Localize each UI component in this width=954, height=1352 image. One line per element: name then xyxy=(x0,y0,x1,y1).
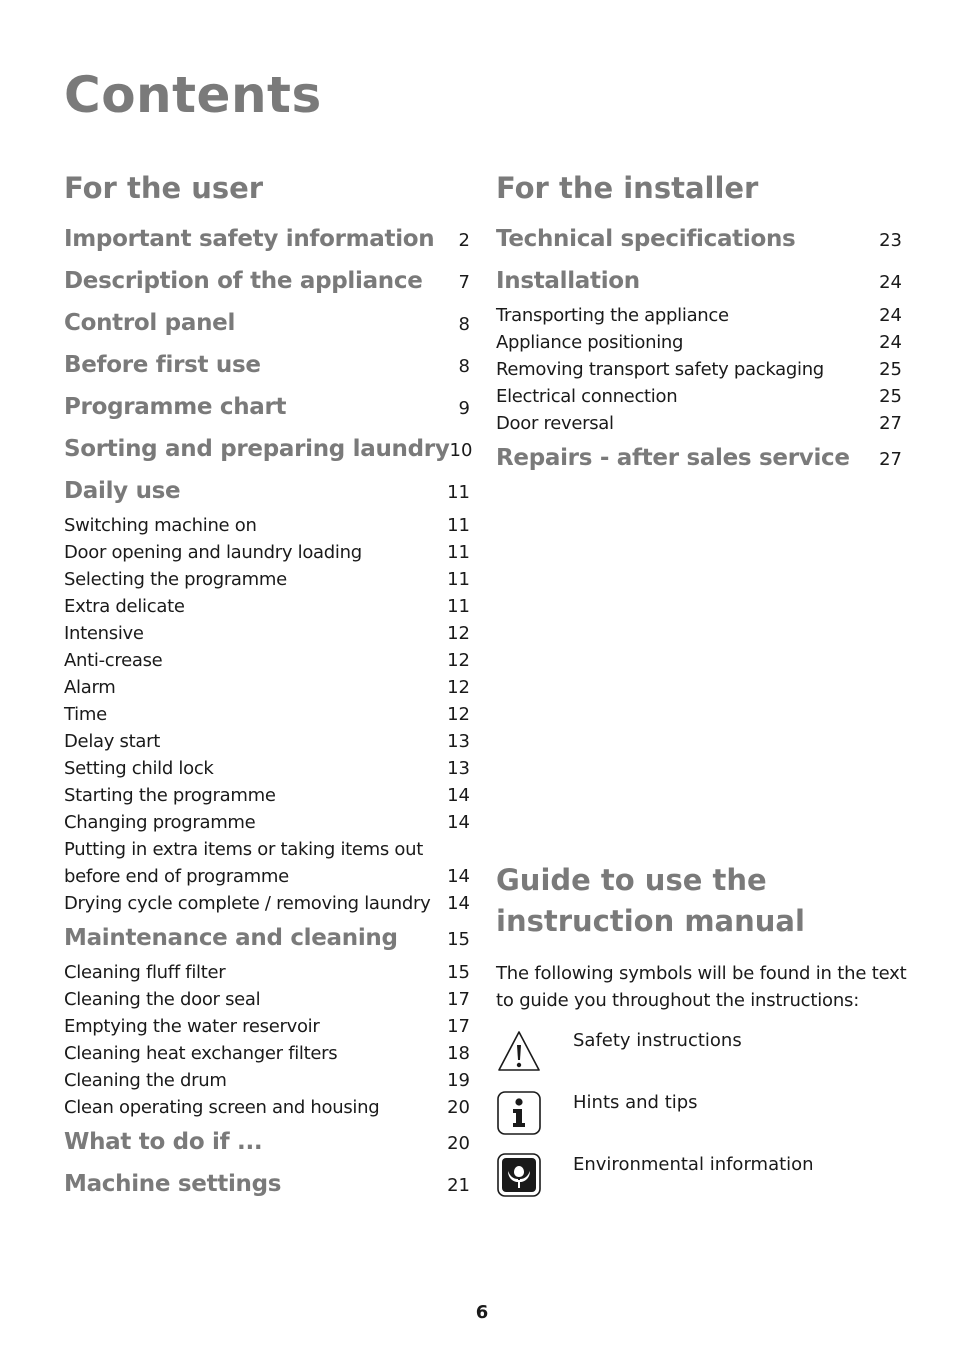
toc-page-number: 14 xyxy=(447,785,470,806)
toc-entry xyxy=(64,1163,470,1205)
guide-section xyxy=(496,860,926,1214)
toc-page-number: 8 xyxy=(458,314,470,335)
toc-subentry-label: Cleaning the drum xyxy=(64,1070,227,1091)
toc-subentry-row[interactable] xyxy=(64,728,470,755)
toc-subentry-label: Cleaning the door seal xyxy=(64,989,261,1010)
toc-entry xyxy=(496,218,902,260)
installer-section-heading: For the installer xyxy=(496,171,759,205)
toc-page-number: 21 xyxy=(447,1175,470,1196)
info-icon xyxy=(496,1090,542,1136)
toc-heading-row[interactable] xyxy=(64,218,470,260)
toc-page-number: 15 xyxy=(447,929,470,950)
toc-page-number: 13 xyxy=(447,758,470,779)
toc-page-number: 24 xyxy=(879,332,902,353)
toc-subentry-row[interactable] xyxy=(64,674,470,701)
toc-subentry-label: Emptying the water reservoir xyxy=(64,1016,320,1037)
toc-page-number: 11 xyxy=(447,569,470,590)
symbol-hints xyxy=(496,1090,926,1152)
toc-page-number: 23 xyxy=(879,230,902,251)
toc-subentry-label: Cleaning heat exchanger filters xyxy=(64,1043,338,1064)
guide-title xyxy=(496,860,926,942)
toc-subentry-label: Removing transport safety packaging xyxy=(496,359,824,380)
toc-subentry-label: Starting the programme xyxy=(64,785,276,806)
guide-title-line2: instruction manual xyxy=(496,904,805,938)
toc-subentry-label: Door opening and laundry loading xyxy=(64,542,362,563)
toc-page-number: 8 xyxy=(458,356,470,377)
toc-subentry-row[interactable] xyxy=(496,383,902,410)
symbol-safety xyxy=(496,1028,926,1090)
toc-heading-row[interactable] xyxy=(64,917,470,959)
toc-page-number: 24 xyxy=(879,272,902,293)
toc-heading-row[interactable] xyxy=(64,470,470,512)
toc-subentry-row[interactable] xyxy=(64,1094,470,1121)
toc-subentry-label: Putting in extra items or taking items out before end of programme xyxy=(64,839,423,887)
toc-subentry-label: Electrical connection xyxy=(496,386,678,407)
toc-subentry-row[interactable] xyxy=(64,1013,470,1040)
toc-subentry-label: Delay start xyxy=(64,731,160,752)
toc-user-column xyxy=(64,170,473,1205)
toc-heading-label: Repairs - after sales service xyxy=(496,445,850,471)
toc-page-number: 17 xyxy=(447,1016,470,1037)
toc-page-number: 14 xyxy=(447,893,470,914)
toc-subentry-row[interactable] xyxy=(64,539,470,566)
toc-heading-label: Before first use xyxy=(64,352,261,378)
toc-heading-row[interactable] xyxy=(64,1163,470,1205)
symbol-label-safety: Safety instructions xyxy=(573,1030,742,1051)
toc-subentry-row[interactable] xyxy=(64,782,470,809)
toc-subentry-label: Selecting the programme xyxy=(64,569,287,590)
installer-entries xyxy=(496,218,902,479)
toc-heading-label: Maintenance and cleaning xyxy=(64,925,398,951)
toc-subentry-label: Clean operating screen and housing xyxy=(64,1097,380,1118)
toc-subentry-row[interactable] xyxy=(64,620,470,647)
toc-subentry-row[interactable] xyxy=(64,959,470,986)
toc-heading-row[interactable] xyxy=(64,302,470,344)
toc-page-number: 2 xyxy=(458,230,470,251)
toc-subentry-label: Transporting the appliance xyxy=(496,305,729,326)
toc-entry xyxy=(64,386,470,428)
toc-subentry-row[interactable] xyxy=(64,1067,470,1094)
toc-subentry-row[interactable] xyxy=(64,755,470,782)
symbol-environment xyxy=(496,1152,926,1214)
toc-page-number: 24 xyxy=(879,305,902,326)
toc-heading-label: Installation xyxy=(496,268,640,294)
toc-subentry-row[interactable] xyxy=(64,986,470,1013)
toc-subentry-label: Anti-crease xyxy=(64,650,163,671)
toc-entry xyxy=(64,218,470,260)
environment-flower-icon xyxy=(496,1152,542,1198)
toc-heading-label: Important safety information xyxy=(64,226,435,252)
symbol-label-environment: Environmental information xyxy=(573,1154,814,1175)
toc-installer-column xyxy=(496,170,902,479)
toc-page-number: 11 xyxy=(447,542,470,563)
toc-heading-row[interactable] xyxy=(496,260,902,302)
toc-page-number: 14 xyxy=(447,866,470,887)
toc-heading-label: Description of the appliance xyxy=(64,268,423,294)
toc-subentry-row[interactable] xyxy=(64,836,470,890)
guide-intro: The following symbols will be found in the text to guide you throughout the instructions: xyxy=(496,963,907,1011)
toc-subentry-label: Changing programme xyxy=(64,812,256,833)
toc-page-number: 13 xyxy=(447,731,470,752)
toc-subentry-row[interactable] xyxy=(64,890,470,917)
toc-subentry-label: Time xyxy=(64,704,107,725)
toc-page-number: 15 xyxy=(447,962,470,983)
toc-subentry-label: Extra delicate xyxy=(64,596,185,617)
page-number: 6 xyxy=(475,1302,489,1323)
toc-subentry-row[interactable] xyxy=(64,647,470,674)
toc-heading-row[interactable] xyxy=(496,437,902,479)
user-entries xyxy=(64,218,473,1205)
toc-subentry-row[interactable] xyxy=(496,410,902,437)
toc-subentry-label: Intensive xyxy=(64,623,144,644)
toc-subentry-row[interactable] xyxy=(496,356,902,383)
toc-page-number: 12 xyxy=(447,623,470,644)
toc-subentry-label: Appliance positioning xyxy=(496,332,684,353)
toc-page-number: 11 xyxy=(447,596,470,617)
user-section-heading: For the user xyxy=(64,171,264,205)
toc-page-number: 12 xyxy=(447,704,470,725)
toc-heading-label: Machine settings xyxy=(64,1171,282,1197)
page-title: Contents xyxy=(64,66,322,124)
toc-page-number: 27 xyxy=(879,449,902,470)
toc-entry xyxy=(64,470,470,917)
toc-page-number: 9 xyxy=(458,398,470,419)
toc-page-number: 17 xyxy=(447,989,470,1010)
toc-heading-row[interactable] xyxy=(64,260,470,302)
toc-page-number: 27 xyxy=(879,413,902,434)
toc-page-number: 18 xyxy=(447,1043,470,1064)
toc-entry xyxy=(64,302,470,344)
toc-entry xyxy=(64,917,470,1121)
toc-subentry-label: Switching machine on xyxy=(64,515,257,536)
toc-subentry-row[interactable] xyxy=(64,512,470,539)
toc-entry xyxy=(496,260,902,437)
toc-subentry-row[interactable] xyxy=(496,302,902,329)
toc-subentry-label: Cleaning fluff filter xyxy=(64,962,226,983)
toc-entry xyxy=(64,344,470,386)
toc-subentry-label: Drying cycle complete / removing laundry xyxy=(64,893,431,914)
toc-subentry-label: Door reversal xyxy=(496,413,614,434)
toc-subentry-row[interactable] xyxy=(64,701,470,728)
warning-triangle-icon xyxy=(496,1028,542,1074)
toc-page-number: 20 xyxy=(447,1133,470,1154)
symbol-label-hints: Hints and tips xyxy=(573,1092,698,1113)
toc-page-number: 19 xyxy=(447,1070,470,1091)
toc-heading-row[interactable] xyxy=(64,344,470,386)
toc-page-number: 20 xyxy=(447,1097,470,1118)
toc-entry xyxy=(64,428,473,470)
toc-page-number: 11 xyxy=(447,482,470,503)
toc-heading-label: What to do if ... xyxy=(64,1129,263,1155)
toc-heading-row[interactable] xyxy=(64,386,470,428)
toc-entry xyxy=(64,260,470,302)
toc-heading-row[interactable] xyxy=(496,218,902,260)
toc-heading-row[interactable] xyxy=(64,428,473,470)
toc-heading-label: Programme chart xyxy=(64,394,287,420)
toc-page-number: 25 xyxy=(879,359,902,380)
toc-page-number: 14 xyxy=(447,812,470,833)
toc-heading-row[interactable] xyxy=(64,1121,470,1163)
toc-subentry-label: Setting child lock xyxy=(64,758,214,779)
toc-page-number: 11 xyxy=(447,515,470,536)
toc-page-number: 12 xyxy=(447,677,470,698)
toc-subentry-row[interactable] xyxy=(64,566,470,593)
toc-subentry-row[interactable] xyxy=(64,593,470,620)
toc-heading-label: Daily use xyxy=(64,478,181,504)
toc-page-number: 7 xyxy=(458,272,470,293)
toc-heading-label: Control panel xyxy=(64,310,236,336)
toc-heading-label: Sorting and preparing laundry xyxy=(64,436,450,462)
toc-subentry-label: Alarm xyxy=(64,677,116,698)
toc-page-number: 25 xyxy=(879,386,902,407)
guide-title-line1: Guide to use the xyxy=(496,863,767,897)
toc-entry xyxy=(496,437,902,479)
toc-subentry-row[interactable] xyxy=(496,329,902,356)
toc-subentry-row[interactable] xyxy=(64,809,470,836)
toc-page-number: 10 xyxy=(449,440,473,461)
toc-entry xyxy=(64,1121,470,1163)
toc-subentry-row[interactable] xyxy=(64,1040,470,1067)
toc-page-number: 12 xyxy=(447,650,470,671)
toc-heading-label: Technical specifications xyxy=(496,226,796,252)
